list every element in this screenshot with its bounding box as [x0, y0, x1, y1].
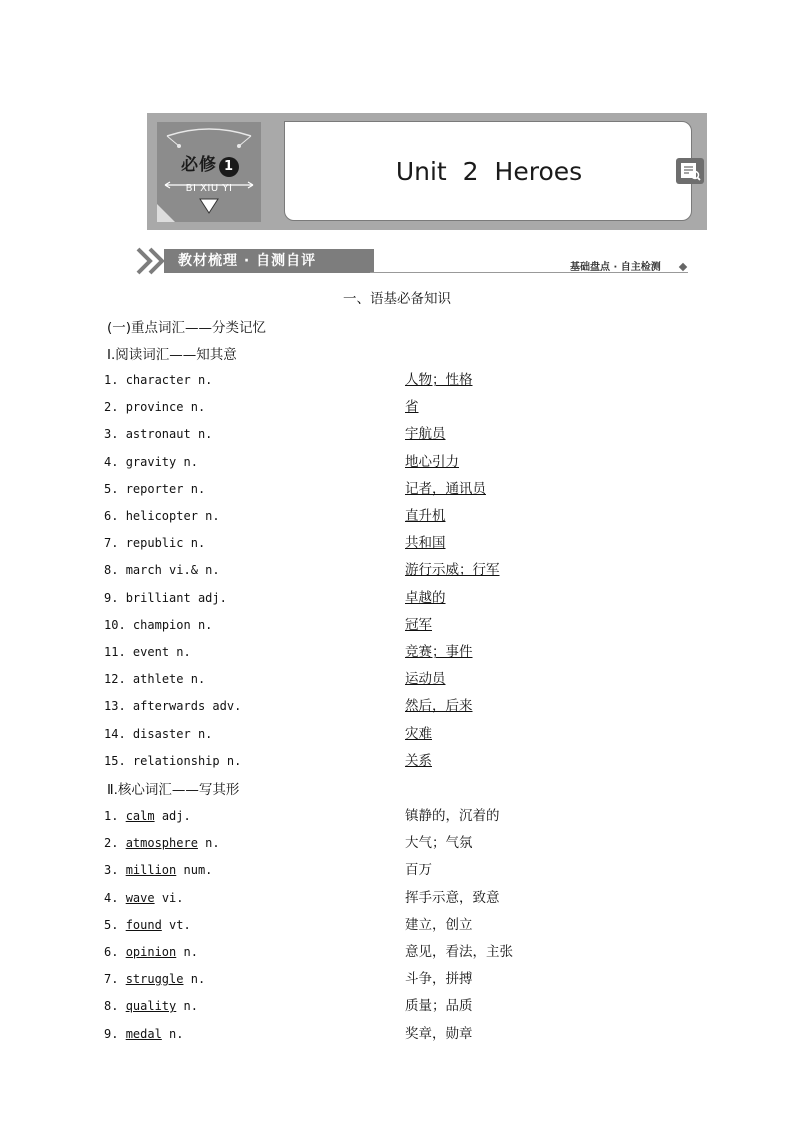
vocab-word: event: [132, 645, 170, 659]
vocab-number: 2.: [104, 400, 119, 415]
textbook-badge: [157, 122, 261, 222]
vocab-number: 10.: [104, 617, 126, 632]
unit-title-card: [284, 121, 692, 221]
vocab-pos: n.: [183, 999, 198, 1014]
vocab-pos: adj.: [197, 590, 227, 605]
vocab-number: 2.: [104, 836, 119, 851]
vocab-meaning: 关系: [405, 752, 432, 769]
vocab-meaning: 记者，通讯员: [405, 480, 486, 497]
vocab-number: 6.: [104, 509, 119, 523]
vocab-meaning: 大气；气氛: [405, 835, 473, 852]
badge-subtitle: BI XIU YI: [185, 183, 233, 194]
vocab-number: 12.: [104, 672, 126, 687]
vocab-word: atmosphere: [125, 836, 198, 851]
section-right-label: 基础盘点 · 自主检测: [570, 262, 661, 273]
vocab-row: [104, 806, 704, 826]
vocab-term: [104, 588, 227, 608]
vocab-meaning: 竞赛；事件: [405, 644, 473, 660]
vocab-term: [104, 506, 220, 526]
vocab-number: 15.: [104, 753, 126, 768]
vocab-pos: n.: [197, 617, 213, 632]
vocab-term: [104, 888, 184, 908]
vocab-row: [104, 560, 704, 580]
vocab-word: found: [125, 917, 162, 932]
vocab-term: [104, 915, 191, 935]
vocab-row: [104, 588, 704, 608]
vocab-term: [104, 642, 191, 662]
vocab-number: 8.: [104, 999, 119, 1014]
badge-title-text: 必修: [181, 155, 217, 175]
vocab-term: [104, 424, 212, 444]
vocab-row: [104, 860, 704, 880]
vocab-meaning: 省: [405, 399, 419, 416]
vocab-number: 3.: [104, 427, 119, 442]
vocab-term: [104, 724, 212, 744]
vocab-number: 8.: [104, 563, 119, 578]
vocab-number: 9.: [104, 590, 119, 605]
vocab-meaning: 百万: [405, 862, 432, 879]
book-icon[interactable]: [676, 158, 704, 184]
vocab-meaning: 共和国: [405, 535, 446, 552]
badge-triangle-icon: [199, 198, 219, 214]
vocab-meaning: 直升机: [405, 508, 446, 524]
vocab-term: [104, 397, 205, 417]
vocab-meaning: 奖章，勋章: [405, 1025, 473, 1042]
unit-title: Unit 2 Heroes: [395, 157, 583, 186]
vocab-term: [104, 696, 241, 716]
vocab-meaning: 挥手示意，致意: [405, 889, 500, 906]
vocab-word: disaster: [132, 726, 191, 741]
vocab-meaning: 然后，后来: [405, 698, 473, 715]
vocab-row: [104, 751, 704, 771]
vocab-pos: vi.: [161, 890, 184, 905]
vocab-word: character: [125, 373, 191, 387]
vocab-number: 14.: [104, 726, 126, 741]
vocab-number: 3.: [104, 863, 119, 878]
vocab-number: 11.: [104, 645, 126, 659]
sub-heading: (一)重点词汇——分类记忆: [107, 320, 267, 336]
vocab-number: 6.: [104, 945, 119, 959]
vocab-pos: n.: [197, 726, 213, 741]
vocab-number: 9.: [104, 1026, 119, 1041]
vocab-pos: n.: [190, 672, 206, 687]
vocab-word: march: [125, 563, 162, 578]
vocab-number: 7.: [104, 972, 119, 987]
book-search-glyph: [676, 158, 704, 184]
vocab-row: [104, 915, 704, 935]
vocab-pos: num.: [183, 863, 213, 878]
vocab-word: calm: [125, 809, 155, 823]
vocab-number: 5.: [104, 917, 119, 932]
vocab-word: afterwards: [132, 699, 206, 714]
vocab-row: [104, 452, 704, 472]
vocab-term: [104, 833, 220, 853]
vocab-number: 1.: [104, 809, 119, 823]
vocab-meaning: 宇航员: [405, 426, 446, 443]
vocab-pos: vi.& n.: [169, 563, 220, 578]
vocab-word: champion: [132, 617, 191, 632]
vocab-row: [104, 1024, 704, 1044]
diamond-icon: [679, 263, 687, 271]
vocab-number: 4.: [104, 890, 119, 905]
vocab-meaning: 建立，创立: [405, 916, 473, 933]
vocab-pos: n.: [226, 753, 242, 768]
badge-title: [175, 152, 245, 178]
vocab-pos: n.: [205, 836, 220, 851]
vocab-meaning: 游行示威；行军: [405, 562, 500, 579]
vocab-meaning: 灾难: [405, 725, 432, 742]
vocab-word: quality: [125, 999, 177, 1014]
section-tab-label: 教材梳理 · 自测自评: [178, 253, 317, 269]
vocab-pos: n.: [183, 945, 198, 959]
vocab-row: [104, 506, 704, 526]
vocab-row: [104, 642, 704, 662]
vocab-pos: n.: [176, 645, 191, 659]
vocab-row: [104, 370, 704, 390]
vocab-meaning: 冠军: [405, 616, 432, 633]
vocab-word: relationship: [132, 753, 220, 768]
vocab-term: [104, 479, 205, 499]
vocab-row: [104, 888, 704, 908]
vocab-word: astronaut: [125, 427, 191, 442]
vocab-word: republic: [125, 536, 184, 551]
vocab-row: [104, 424, 704, 444]
vocab-term: [104, 969, 205, 989]
vocab-pos: adv.: [212, 699, 242, 714]
vocab-pos: n.: [183, 454, 198, 469]
vocab-meaning: 斗争，拼搏: [405, 971, 473, 988]
vocab-row: [104, 533, 704, 553]
vocab-meaning: 运动员: [405, 671, 446, 688]
vocab-word: opinion: [125, 945, 177, 959]
vocab-pos: n.: [190, 481, 206, 496]
vocab-pos: adj.: [161, 809, 191, 823]
vocab-word: gravity: [125, 454, 177, 469]
main-heading: 一、语基必备知识: [343, 291, 451, 307]
badge-page-fold-icon: [157, 204, 177, 222]
vocab-term: [104, 370, 212, 390]
vocab-meaning: 质量；品质: [405, 998, 473, 1015]
part1-heading: Ⅰ.阅读词汇——知其意: [107, 347, 237, 363]
vocab-row: [104, 969, 704, 989]
vocab-term: [104, 615, 212, 635]
vocab-term: [104, 806, 191, 826]
vocab-pos: vt.: [169, 917, 191, 932]
vocab-term: [104, 942, 198, 962]
vocab-pos: n.: [197, 373, 213, 387]
vocab-term: [104, 452, 198, 472]
vocab-row: [104, 669, 704, 689]
vocab-word: province: [125, 400, 184, 415]
vocab-meaning: 镇静的，沉着的: [405, 808, 500, 824]
badge-number: 1: [219, 157, 239, 177]
section-bar: [134, 247, 694, 275]
vocab-pos: n.: [197, 427, 213, 442]
vocab-pos: n.: [205, 509, 220, 523]
vocab-row: [104, 942, 704, 962]
vocab-meaning: 人物；性格: [405, 372, 473, 388]
vocab-number: 1.: [104, 373, 119, 387]
vocab-word: million: [125, 863, 177, 878]
vocab-word: medal: [125, 1026, 162, 1041]
vocab-pos: n.: [190, 972, 206, 987]
vocab-number: 7.: [104, 536, 119, 551]
vocab-term: [104, 751, 241, 771]
vocab-pos: n.: [190, 400, 206, 415]
vocab-word: helicopter: [125, 509, 198, 523]
vocab-pos: n.: [190, 536, 206, 551]
vocab-meaning: 意见，看法，主张: [405, 944, 513, 960]
vocab-term: [104, 533, 205, 553]
vocab-row: [104, 996, 704, 1016]
vocab-word: brilliant: [125, 590, 191, 605]
vocab-term: [104, 860, 212, 880]
unit-banner: [147, 113, 707, 230]
vocab-word: struggle: [125, 972, 184, 987]
vocab-number: 5.: [104, 481, 119, 496]
vocab-meaning: 地心引力: [405, 453, 459, 470]
vocab-number: 4.: [104, 454, 119, 469]
part2-heading: Ⅱ.核心词汇——写其形: [107, 782, 240, 798]
vocab-term: [104, 669, 205, 689]
vocab-meaning: 卓越的: [405, 589, 446, 606]
vocab-row: [104, 397, 704, 417]
vocab-word: reporter: [125, 481, 184, 496]
vocab-row: [104, 833, 704, 853]
vocab-row: [104, 615, 704, 635]
vocab-term: [104, 1024, 184, 1044]
vocab-number: 13.: [104, 699, 126, 714]
vocab-word: athlete: [132, 672, 184, 687]
vocab-pos: n.: [169, 1026, 184, 1041]
vocab-word: wave: [125, 890, 155, 905]
vocab-term: [104, 560, 220, 580]
vocab-row: [104, 479, 704, 499]
vocab-row: [104, 696, 704, 716]
vocab-term: [104, 996, 198, 1016]
vocab-row: [104, 724, 704, 744]
